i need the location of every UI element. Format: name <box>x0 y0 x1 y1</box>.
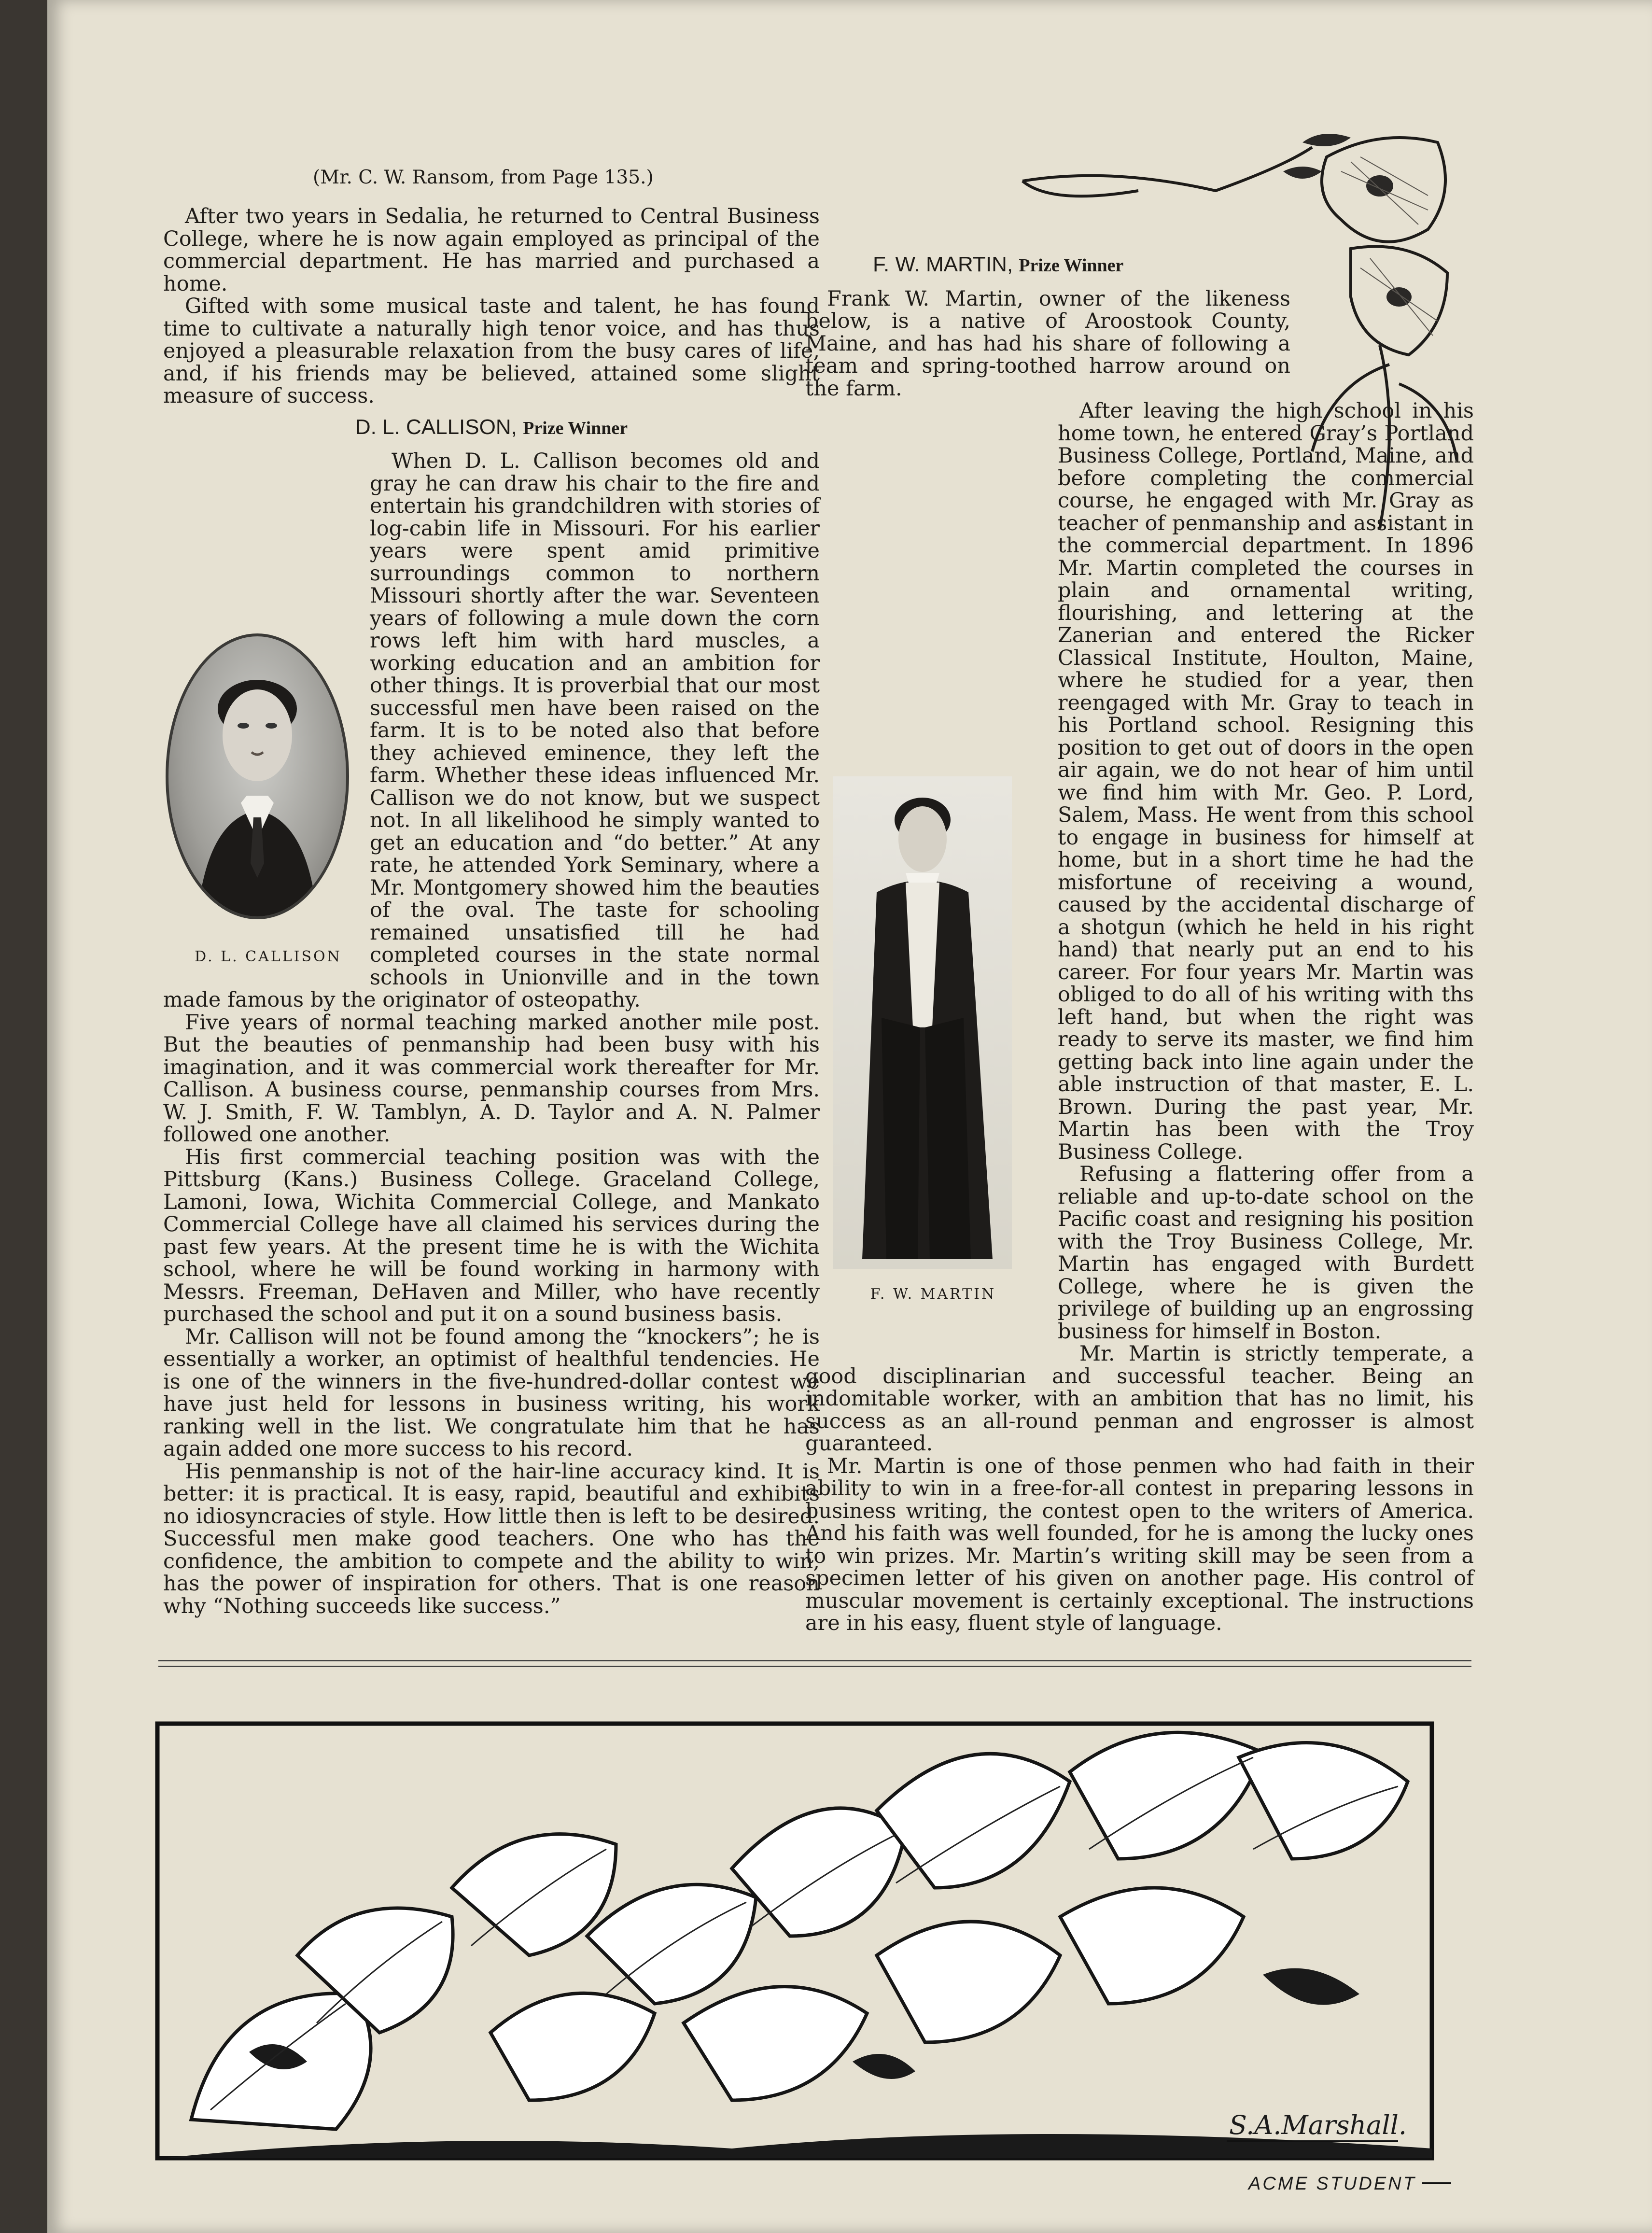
lily-ornament-illustration <box>1013 113 1467 553</box>
martin-paragraph-4: Mr. Martin is strictly temperate, a good disciplinarian and successful teacher. Being an indomitable worker, with an ambition that has no limit, his success as an all-round penman and engrosser is almost guaranteed. <box>805 1342 1474 1456</box>
illustration-credit: ACME STUDENT <box>1248 2174 1416 2194</box>
callison-paragraph-3: His first commercial teaching position was with the Pittsburg (Kans.) Business College. Graceland College, Lamoni, Iowa, Wichita Commercial College, and Mankato Commercial College have all claimed his services during the past few years. At the present time he is with the Wichita school, where he will be found working in harmony with Messrs. Freeman, DeHaven and Miller, who have recently purchased the school and put it on a sound business basis. <box>163 1145 820 1326</box>
leaves-illustration <box>153 1685 1470 2206</box>
callison-portrait-block <box>163 633 351 989</box>
martin-paragraph-2: After leaving the high school in his home town, he entered Gray’s Portland Business College, Portland, Maine, and before completing the commercial course, he engaged with Mr. Gray as teacher of penmanship and assistant in the commercial department. In 1896 Mr. Martin completed the courses in plain and ornamental writing, flourishing, and lettering at the Zanerian and entered the Ricker Classical Institute, Houlton, Maine, where he studied for a year, then reengaged with Mr. Gray to teach in his Portland school. Resigning this position to get out of doors in the open air again, we do not hear of him until we find him with Mr. Geo. P. Lord, Salem, Mass. He went from this school to engage in business for himself at home, but in a short time he had the misfortune of receiving a wound, caused by the accidental discharge of a shotgun (which he held in his right hand) that nearly put an end to his career. For four years Mr. Martin was obliged to do all of his writing with ths left hand, but when the right was ready to serve its master, we find him getting back into line again under the able instruction of that master, E. L. Brown. During the past year, Mr. Martin has been with the Troy Business College. <box>1058 399 1474 1164</box>
magazine-page <box>47 0 1652 2233</box>
callison-heading <box>163 416 820 440</box>
column-left <box>163 205 820 1617</box>
martin-heading-name: F. W. MARTIN, <box>873 253 1013 276</box>
callison-photo-caption: D. L. CALLISON <box>195 948 342 965</box>
martin-portrait-block <box>805 776 1039 1351</box>
martin-portrait-photo <box>833 776 1012 1269</box>
separator-rule-bottom <box>158 1666 1471 1667</box>
separator-rule-top <box>158 1660 1471 1661</box>
callison-heading-name: D. L. CALLISON, <box>355 415 517 439</box>
callison-portrait-photo <box>166 633 349 919</box>
callison-paragraph-5: His penmanship is not of the hair-line accuracy kind. It is better: it is practical. It is easy, rapid, beautiful and exhibits no idiosyncracies of style. How little then is left to be desired. Successful men make good teachers. One who has the confidence, the ambition to compete and the ability to win, has the power of inspiration for others. That is one reason why “Nothing succeeds like success.” <box>163 1459 820 1618</box>
ransom-paragraph-1: After two years in Sedalia, he returned to Central Business College, where he is now again employed as principal of the commercial department. He has married and purchased a home. <box>163 204 820 296</box>
martin-photo-caption: F. W. MARTIN <box>870 1286 996 1303</box>
artist-signature: S.A.Marshall. <box>1229 2110 1407 2140</box>
continued-note: (Mr. C. W. Ransom, from Page 135.) <box>313 167 654 188</box>
callison-paragraph-1: When D. L. Callison becomes old and gray he can draw his chair to the fire and entertain his grandchildren with stories of log-cabin life in Missouri. For his earlier years were spent amid primitive surroundings common to northern Missouri shortly after the war. Seventeen years of following a mule down the corn rows left him with hard muscles, a working education and an ambition for other things. It is proverbial that our most successful men have been raised on the farm. It is to be noted also that before they achieved eminence, they left the farm. Whether these ideas influenced Mr. Callison we do not know, but we suspect not. In all likelihood he simply wanted to get an education and “do better.” At any rate, he attended York Seminary, where a Mr. Montgomery showed him the beauties of the oval. The taste for schooling remained unsatisfied till he had completed courses in the state normal schools in Unionville and in the town made famous by the originator of osteopathy. <box>163 449 820 1012</box>
martin-paragraph-3: Refusing a flattering offer from a reliable and up-to-date school on the Pacific coast and resigning his position with the Troy Business College, Mr. Martin has engaged with Burdett College, where he is given the privilege of building up an engrossing business for himself in Boston. <box>1058 1162 1474 1344</box>
martin-paragraph-1: Frank W. Martin, owner of the likeness below, is a native of Aroostook County, Maine, and has had his share of following a team and spring-toothed harrow around on the farm. <box>805 286 1290 401</box>
callison-paragraph-4: Mr. Callison will not be found among the “knockers”; he is essentially a worker, an optimist of healthful tendencies. He is one of the winners in the five-hundred-dollar contest we have just held for lessons in business writing, his work ranking well in the list. We congratulate him that he has again added one more success to his record. <box>163 1324 820 1461</box>
martin-paragraph-5: Mr. Martin is one of those penmen who had faith in their ability to win in a free-for-all contest in preparing lessons in business writing, the contest open to the writers of America. And his faith was well founded, for he is among the lucky ones to win prizes. Mr. Martin’s writing skill may be seen from a specimen letter of his given on another page. His control of muscular movement is certainly exceptional. The instructions are in his easy, fluent style of language. <box>805 1454 1474 1635</box>
callison-paragraph-1-lead <box>163 450 820 1011</box>
callison-heading-prize: Prize Winner <box>523 418 628 438</box>
callison-paragraph-2: Five years of normal teaching marked another mile post. But the beauties of penmanship had been busy with his imagination, and it was commercial work thereafter for Mr. Callison. A business course, penmanship courses from Mrs. W. J. Smith, F. W. Tamblyn, A. D. Taylor and A. N. Palmer followed one another. <box>163 1010 820 1147</box>
ransom-paragraph-2: Gifted with some musical taste and talent, he has found time to cultivate a naturally high tenor voice, and has thus enjoyed a pleasurable relaxation from the busy cares of life, and, if his friends may be believed, attained some slight measure of success. <box>163 294 820 408</box>
martin-heading-prize: Prize Winner <box>1019 255 1124 276</box>
